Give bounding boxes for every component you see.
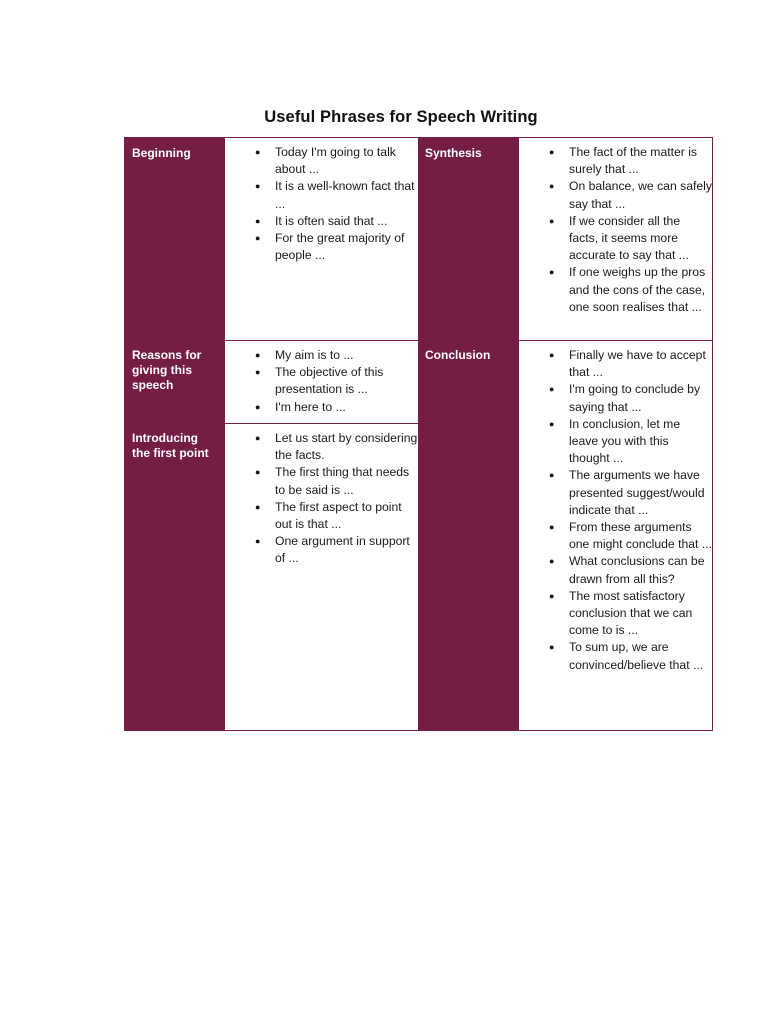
bullet-icon: ● <box>255 401 261 412</box>
list-item: ● If we consider all the facts, it seems more accurate to say that ... <box>549 213 689 263</box>
bullet-icon: ● <box>255 433 261 443</box>
bullet-icon: ● <box>549 267 555 278</box>
bullet-icon: ● <box>549 556 555 567</box>
label-beginning: Beginning <box>132 146 191 160</box>
column-divider-2 <box>418 138 419 730</box>
bullet-icon: ● <box>255 467 261 478</box>
list-item: ● I'm here to ... <box>225 399 418 416</box>
list-item: ● In conclusion, let me leave you with this thought ... <box>549 416 681 466</box>
bullet-icon: ● <box>549 181 555 192</box>
list-item: ● The most satisfactory conclusion that we can come to is ... <box>549 588 693 638</box>
cell-reasons <box>225 347 418 416</box>
phrase-list-introducing <box>225 430 418 568</box>
row-divider-right <box>518 340 712 341</box>
bullet-icon: ● <box>255 350 261 360</box>
label-synthesis: Synthesis <box>425 146 482 160</box>
phrase-list-reasons <box>225 347 418 416</box>
label-column-right <box>419 138 518 730</box>
phrase-list-synthesis <box>519 144 712 316</box>
bullet-icon: ● <box>549 418 555 429</box>
bullet-icon: ● <box>255 233 261 244</box>
list-item: ● I'm going to conclude by saying that ... <box>549 382 701 414</box>
list-item: ● From these arguments one might conclude that ... <box>549 520 712 552</box>
list-item: ● The arguments we have presented suggest/would indicate that ... <box>549 468 705 517</box>
list-item: ● What conclusions can be drawn from all this? <box>549 554 705 586</box>
bullet-icon: ● <box>549 470 555 481</box>
bullet-icon: ● <box>255 181 261 192</box>
list-item: ● For the great majority of people ... <box>255 231 405 263</box>
bullet-icon: ● <box>549 215 555 226</box>
list-item: ● If one weighs up the pros and the cons of the case, one soon realises that ... <box>549 265 706 314</box>
list-item: ● My aim is to ... <box>225 347 418 364</box>
bullet-icon: ● <box>255 501 261 512</box>
list-item: ● The objective of this presentation is ... <box>255 365 384 397</box>
label-introducing: Introducing the first point <box>132 431 209 460</box>
row-divider-left-top <box>224 340 419 341</box>
list-item: ● Let us start by considering the facts. <box>255 431 418 463</box>
bullet-icon: ● <box>549 642 555 653</box>
row-divider-left-bottom <box>224 423 419 424</box>
list-item: ● The first aspect to point out is that ... <box>255 499 402 532</box>
bullet-icon: ● <box>255 215 261 226</box>
list-item: ● The first thing that needs to be said is ... <box>255 465 410 497</box>
list-item: ● On balance, we can safely say that ... <box>549 179 712 211</box>
list-item: ● Today I'm going to talk about ... <box>255 145 396 177</box>
list-item: ● To sum up, we are convinced/believe that ... <box>549 640 704 672</box>
list-item: ● The fact of the matter is surely that ... <box>549 145 698 177</box>
cell-synthesis <box>519 144 712 316</box>
bullet-icon: ● <box>549 590 555 601</box>
list-item: ● It is often said that ... <box>225 213 418 230</box>
list-item: ● One argument in support of ... <box>255 534 410 566</box>
list-item: ● Finally we have to accept that ... <box>549 348 706 380</box>
cell-beginning <box>225 144 418 264</box>
phrase-list-beginning <box>225 144 418 264</box>
phrase-table <box>124 137 713 731</box>
label-reasons: Reasons for giving this speech <box>132 348 202 392</box>
cell-conclusion <box>519 347 712 674</box>
bullet-icon: ● <box>549 147 555 157</box>
list-item: ● It is a well-known fact that ... <box>255 179 415 211</box>
phrase-list-conclusion <box>519 347 712 674</box>
cell-introducing <box>225 430 418 568</box>
page-title: Useful Phrases for Speech Writing <box>264 108 538 126</box>
bullet-icon: ● <box>255 536 261 547</box>
bullet-icon: ● <box>549 384 555 395</box>
label-conclusion: Conclusion <box>425 348 491 362</box>
bullet-icon: ● <box>549 522 555 533</box>
bullet-icon: ● <box>255 367 261 378</box>
bullet-icon: ● <box>549 350 555 360</box>
bullet-icon: ● <box>255 147 261 157</box>
